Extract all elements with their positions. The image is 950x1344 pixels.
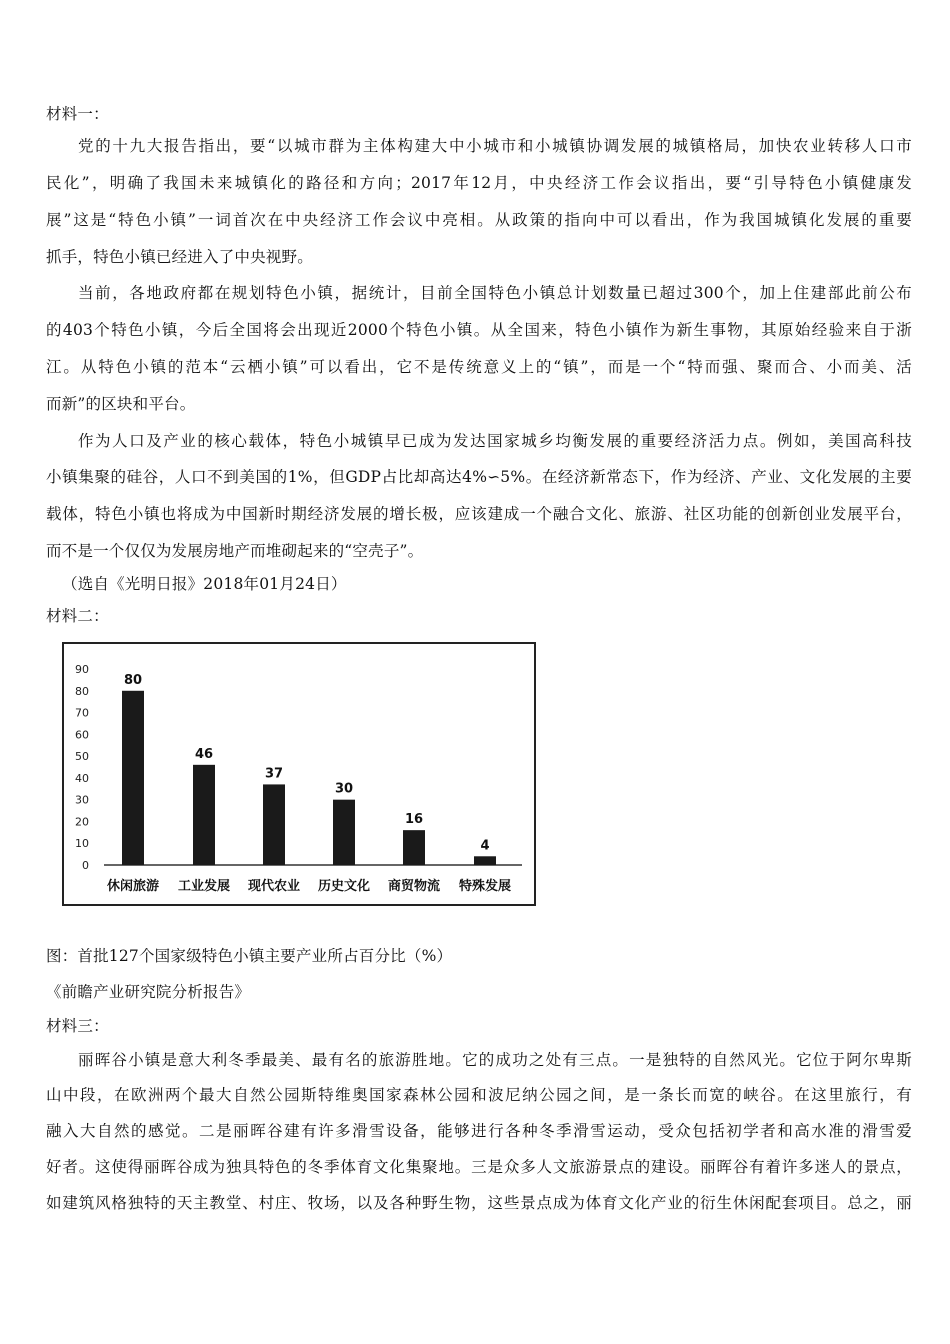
category-label: 特殊发展 (458, 879, 512, 894)
material1-heading: 材料一： (46, 105, 109, 123)
bar-value-label: 37 (264, 766, 284, 782)
paragraph-line: 作为人口及产业的核心载体，特色小城镇早已成为发达国家城乡均衡发展的重要经济活力点。例如，美国高科技 (78, 432, 912, 450)
material3-heading: 材料三： (46, 1017, 109, 1035)
bar (333, 800, 355, 865)
bar-value-label: 46 (194, 746, 214, 762)
bar (474, 856, 496, 865)
y-tick-label: 60 (75, 728, 89, 742)
paragraph-line: 而不是一个仅仅为发展房地产而堆砌起来的“空壳子”。 (46, 542, 424, 560)
bar-chart-svg (64, 644, 534, 904)
chart-caption: 图：首批127个国家级特色小镇主要产业所占百分比（%） (46, 947, 453, 965)
paragraph-line: 展”这是“特色小镇”一词首次在中央经济工作会议中亮相。从政策的指向中可以看出，作为我国城镇化发展的重要 (46, 211, 912, 229)
paragraph-line: 江。从特色小镇的范本“云栖小镇”可以看出，它不是传统意义上的“镇”，而是一个“特而强、聚而合、小而美、活 (46, 358, 912, 376)
bar-value-label: 80 (123, 672, 143, 688)
paragraph-line: 民化”，明确了我国未来城镇化的路径和方向；2017年12月，中央经济工作会议指出，要“引导特色小镇健康发 (46, 174, 912, 192)
bar-value-label: 4 (480, 838, 490, 854)
bar-value-label: 16 (404, 812, 424, 828)
y-tick-label: 70 (75, 706, 89, 720)
paragraph-line: 山中段，在欧洲两个最大自然公园斯特维奥国家森林公园和波尼纳公园之间，是一条长而宽的峡谷。在这里旅行，有 (46, 1086, 912, 1104)
bar-chart (62, 642, 536, 906)
paragraph-line: 的403个特色小镇，今后全国将会出现近2000个特色小镇。从全国来，特色小镇作为新生事物，其原始经验来自于浙 (46, 321, 912, 339)
paragraph-line: 抓手，特色小镇已经进入了中央视野。 (46, 248, 313, 266)
bar (263, 784, 285, 865)
category-label: 休闲旅游 (106, 879, 160, 894)
material2-source: 《前瞻产业研究院分析报告》 (46, 983, 251, 1001)
paragraph-line: 丽晖谷小镇是意大利冬季最美、最有名的旅游胜地。它的成功之处有三点。一是独特的自然风光。它位于阿尔卑斯 (78, 1051, 912, 1069)
paragraph-line: 如建筑风格独特的天主教堂、村庄、牧场，以及各种野生物，这些景点成为体育文化产业的衍生休闲配套项目。总之，丽 (46, 1194, 912, 1212)
paragraph-line: 党的十九大报告指出，要“以城市群为主体构建大中小城市和小城镇协调发展的城镇格局，加快农业转移人口市 (78, 137, 912, 155)
bar-value-label: 30 (334, 781, 354, 797)
y-tick-label: 50 (75, 750, 89, 764)
material2-heading: 材料二： (46, 607, 109, 625)
y-tick-label: 10 (75, 837, 89, 851)
category-label: 商贸物流 (387, 879, 441, 894)
y-tick-label: 0 (82, 859, 89, 872)
y-tick-label: 30 (75, 793, 89, 807)
paragraph-line: 融入大自然的感觉。二是丽晖谷建有许多滑雪设备，能够进行各种冬季滑雪运动，受众包括初学者和高水准的滑雪爱 (46, 1122, 912, 1140)
paragraph-line: 而新”的区块和平台。 (46, 395, 196, 413)
paragraph-line: 载体，特色小镇也将成为中国新时期经济发展的增长极，应该建成一个融合文化、旅游、社区功能的创新创业发展平台， (46, 505, 912, 523)
y-tick-label: 40 (75, 771, 89, 785)
category-label: 工业发展 (177, 879, 231, 894)
y-tick-label: 20 (75, 815, 89, 829)
material1-source: （选自《光明日报》2018年01月24日） (62, 575, 347, 593)
bar (122, 691, 144, 865)
paragraph-line: 好者。这使得丽晖谷成为独具特色的冬季体育文化集聚地。三是众多人文旅游景点的建设。丽晖谷有着许多迷人的景点， (46, 1158, 912, 1176)
paragraph-line: 当前，各地政府都在规划特色小镇，据统计，目前全国特色小镇总计划数量已超过300个，加上住建部此前公布 (78, 284, 912, 302)
paragraph-line: 小镇集聚的硅谷，人口不到美国的1%，但GDP占比却高达4%∽5%。在经济新常态下，作为经济、产业、文化发展的主要 (46, 468, 912, 486)
y-tick-label: 90 (75, 663, 89, 676)
category-label: 历史文化 (317, 879, 371, 894)
category-label: 现代农业 (247, 879, 301, 894)
y-tick-label: 80 (75, 684, 89, 698)
bar (403, 830, 425, 865)
bar (193, 765, 215, 865)
